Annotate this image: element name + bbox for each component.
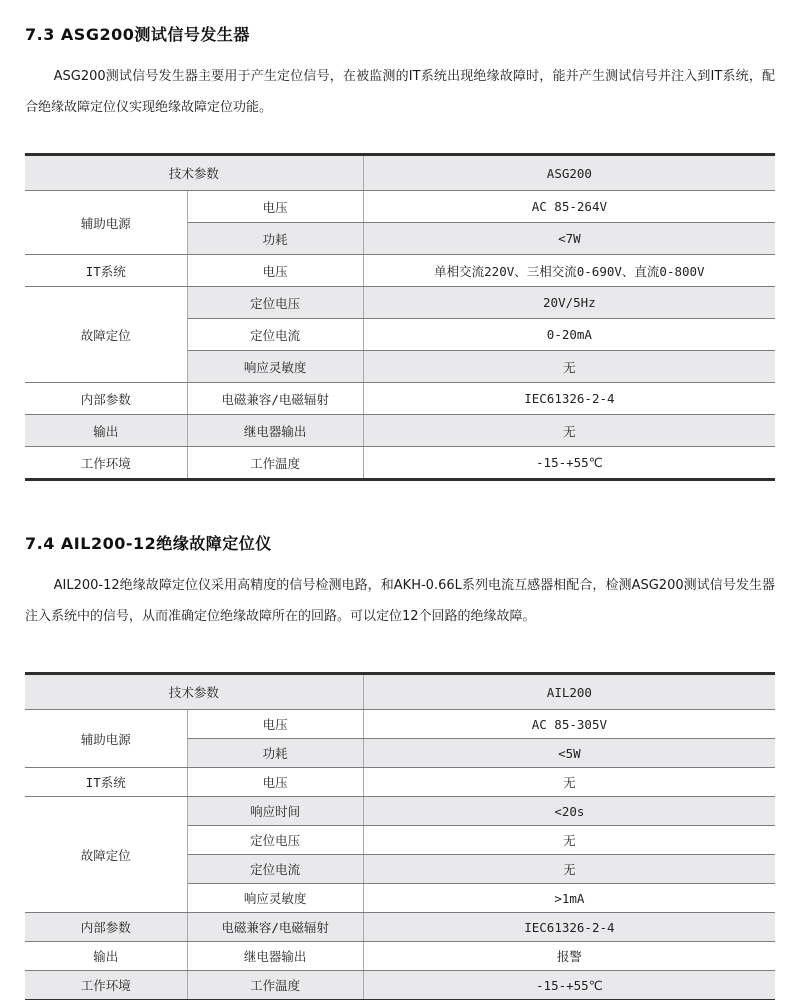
section-7-4 xyxy=(25,531,775,1000)
section-7-3-paragraph: ASG200测试信号发生器主要用于产生定位信号，在被监测的IT系统出现绝缘故障时，能并产生测试信号并注入到IT系统，配合绝缘故障定位仪实现绝缘故障定位功能。 xyxy=(25,69,775,115)
value-cell: <7W xyxy=(363,223,775,255)
param-cell: 继电器输出 xyxy=(187,942,363,971)
table-row xyxy=(25,255,775,287)
table-header-value-cell: ASG200 xyxy=(363,155,775,191)
param-cell: 电压 xyxy=(187,710,363,739)
value-cell: 无 xyxy=(363,351,775,383)
param-cell: 响应灵敏度 xyxy=(187,351,363,383)
group-name-cell: 工作环境 xyxy=(25,971,187,1000)
table-row xyxy=(25,971,775,1000)
value-cell: -15-+55℃ xyxy=(363,971,775,1000)
group-name-cell: 故障定位 xyxy=(25,797,187,913)
group-name-cell: 故障定位 xyxy=(25,287,187,383)
param-cell: 电压 xyxy=(187,768,363,797)
table-header-param-cell: 技术参数 xyxy=(25,155,363,191)
table-header-value-cell: AIL200 xyxy=(363,674,775,710)
section-7-4-paragraph: AIL200-12绝缘故障定位仪采用高精度的信号检测电路，和AKH-0.66L系列电流互感器相配合，检测ASG200测试信号发生器注入系统中的信号，从而准确定位绝缘故障所在的回路。可以定位12个回路的绝缘故障。 xyxy=(25,578,775,624)
group-name-cell: 辅助电源 xyxy=(25,710,187,768)
table-row xyxy=(25,710,775,739)
group-name-cell: 工作环境 xyxy=(25,447,187,480)
value-cell: 报警 xyxy=(363,942,775,971)
spec-table-ail200 xyxy=(25,672,775,1000)
group-name-cell: IT系统 xyxy=(25,768,187,797)
param-cell: 工作温度 xyxy=(187,971,363,1000)
value-cell: -15-+55℃ xyxy=(363,447,775,480)
table-row xyxy=(25,768,775,797)
table-header-param-cell: 技术参数 xyxy=(25,674,363,710)
table-row xyxy=(25,797,775,826)
value-cell: 无 xyxy=(363,855,775,884)
value-cell: 无 xyxy=(363,415,775,447)
param-cell: 工作温度 xyxy=(187,447,363,480)
param-cell: 定位电流 xyxy=(187,319,363,351)
table-row xyxy=(25,383,775,415)
section-7-4-heading: 7.4 AIL200-12绝缘故障定位仪 xyxy=(25,534,272,553)
section-7-3 xyxy=(25,22,775,481)
value-cell: 单相交流220V、三相交流0-690V、直流0-800V xyxy=(363,255,775,287)
section-7-3-heading: 7.3 ASG200测试信号发生器 xyxy=(25,25,250,44)
value-cell: <20s xyxy=(363,797,775,826)
param-cell: 电磁兼容/电磁辐射 xyxy=(187,913,363,942)
value-cell: AC 85-264V xyxy=(363,191,775,223)
group-name-cell: 内部参数 xyxy=(25,383,187,415)
table-row xyxy=(25,447,775,480)
param-cell: 定位电流 xyxy=(187,855,363,884)
table-row xyxy=(25,913,775,942)
param-cell: 定位电压 xyxy=(187,287,363,319)
table-row xyxy=(25,942,775,971)
value-cell: 20V/5Hz xyxy=(363,287,775,319)
value-cell: IEC61326-2-4 xyxy=(363,383,775,415)
value-cell: 0-20mA xyxy=(363,319,775,351)
param-cell: 继电器输出 xyxy=(187,415,363,447)
param-cell: 功耗 xyxy=(187,223,363,255)
param-cell: 定位电压 xyxy=(187,826,363,855)
param-cell: 响应灵敏度 xyxy=(187,884,363,913)
value-cell: IEC61326-2-4 xyxy=(363,913,775,942)
value-cell: >1mA xyxy=(363,884,775,913)
table-header-row xyxy=(25,674,775,710)
value-cell: AC 85-305V xyxy=(363,710,775,739)
value-cell: 无 xyxy=(363,768,775,797)
group-name-cell: 输出 xyxy=(25,942,187,971)
group-name-cell: 输出 xyxy=(25,415,187,447)
group-name-cell: IT系统 xyxy=(25,255,187,287)
table-row xyxy=(25,287,775,319)
param-cell: 电磁兼容/电磁辐射 xyxy=(187,383,363,415)
group-name-cell: 辅助电源 xyxy=(25,191,187,255)
group-name-cell: 内部参数 xyxy=(25,913,187,942)
param-cell: 电压 xyxy=(187,255,363,287)
table-row xyxy=(25,191,775,223)
table-row xyxy=(25,415,775,447)
param-cell: 响应时间 xyxy=(187,797,363,826)
param-cell: 电压 xyxy=(187,191,363,223)
value-cell: 无 xyxy=(363,826,775,855)
spec-table-asg200 xyxy=(25,153,775,481)
table-header-row xyxy=(25,155,775,191)
param-cell: 功耗 xyxy=(187,739,363,768)
value-cell: <5W xyxy=(363,739,775,768)
